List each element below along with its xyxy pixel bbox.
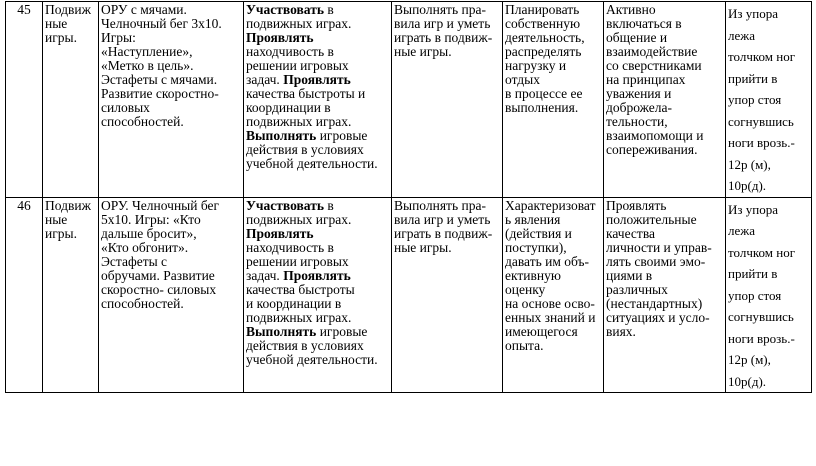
activity-verb: Выполнять — [246, 323, 317, 339]
content-cell: ОРУ. Челночный бег 5х10. Игры: «Кто дальше бросит», «Кто обгонит». Эстафеты с обручами. Развитие скоростно- силовых способностей. — [99, 197, 244, 393]
personal-results-cell: Проявлять положительные качества личности и управ- лять своими эмо- циями в различных (нестандартных) ситуациях и усло- виях. — [604, 197, 726, 393]
activity-verb: Проявлять — [246, 30, 314, 45]
activity-cell — [244, 2, 392, 198]
activity-text: качества быстроты и координации в подвижных играх. — [246, 86, 366, 129]
section-cell: Подвиж ные игры. — [43, 2, 99, 198]
exercise-cell: Из упора лежа толчком ног прийти в упор стоя согнувшись ноги врозь.- 12р (м), 10р(д). — [726, 2, 812, 198]
activity-verb: Проявлять — [283, 72, 351, 87]
activity-text: находчивость в решении игровых задач. — [246, 239, 349, 283]
table-row — [6, 197, 812, 393]
lesson-number: 46 — [6, 197, 43, 393]
activity-verb: Проявлять — [283, 267, 351, 283]
activity-verb: Проявлять — [246, 225, 314, 241]
meta-results-cell: Планировать собственную деятельность, распределять нагрузку и отдых в процессе ее выполнения. — [503, 2, 604, 198]
activity-text: качества быстроты и координации в подвижных играх. — [246, 281, 355, 325]
activity-text: игровые действия в условиях учебной деятельности. — [246, 128, 378, 171]
lesson-plan-table — [5, 1, 812, 393]
content-cell: ОРУ с мячами. Челночный бег 3х10. Игры: «Наступление», «Метко в цель». Эстафеты с мячами. Развитие скоростно- силовых способностей. — [99, 2, 244, 198]
lesson-number: 45 — [6, 2, 43, 198]
activity-verb: Участвовать — [246, 2, 324, 17]
meta-results-cell: Характеризоват ь явления (действия и поступки), давать им объ- ективную оценку на основе осво- енных знаний и имеющегося опыта. — [503, 197, 604, 393]
subject-results-cell: Выполнять пра- вила игр и уметь играть в подвиж- ные игры. — [392, 197, 503, 393]
activity-cell — [244, 197, 392, 393]
activity-text: находчивость в решении игровых задач. — [246, 44, 349, 87]
activity-text: в подвижных играх. — [246, 2, 352, 31]
activity-text: в подвижных играх. — [246, 197, 352, 227]
activity-text: игровые действия в условиях учебной деятельности. — [246, 323, 378, 367]
section-cell: Подвиж ные игры. — [43, 197, 99, 393]
table-row — [6, 2, 812, 198]
activity-verb: Выполнять — [246, 128, 317, 143]
subject-results-cell: Выполнять пра- вила игр и уметь играть в подвиж- ные игры. — [392, 2, 503, 198]
activity-verb: Участвовать — [246, 197, 324, 213]
exercise-cell: Из упора лежа толчком ног прийти в упор стоя согнувшись ноги врозь.- 12р (м), 10р(д). — [726, 197, 812, 393]
personal-results-cell: Активно включаться в общение и взаимодействие со сверстниками на принципах уважения и доброжела- тельности, взаимопомощи и сопереживания. — [604, 2, 726, 198]
